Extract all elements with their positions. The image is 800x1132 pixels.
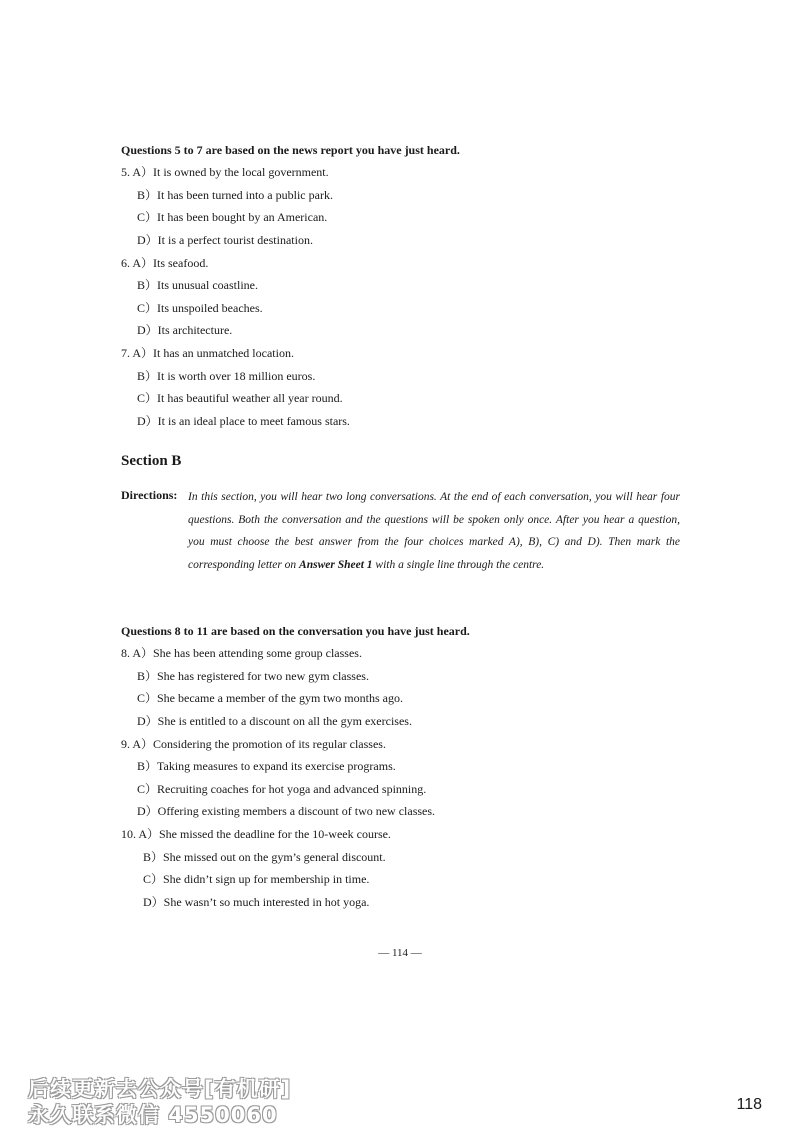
question-7 [121,346,294,360]
option-b: B）She missed out on the gym’s general discount. [143,850,386,864]
watermark-line-2: 永久联系微信 4550060 [28,1103,278,1127]
option-d: D）It is a perfect tourist destination. [137,233,313,247]
question-number: 10. [121,827,136,841]
option-c: C）She didn’t sign up for membership in time. [143,872,370,886]
option-c: C）It has beautiful weather all year round. [137,391,343,405]
question-number: 9. [121,737,130,751]
option-b: B）It is worth over 18 million euros. [137,369,316,383]
question-group-header: Questions 8 to 11 are based on the conversation you have just heard. [121,624,470,638]
option-a: A）Its seafood. [132,256,209,270]
question-8 [121,646,362,660]
option-a: A）She missed the deadline for the 10-week course. [138,827,391,841]
question-number: 7. [121,346,130,360]
option-b: B）Taking measures to expand its exercise programs. [137,759,396,773]
directions-part-2: with a single line through the centre. [372,558,545,571]
watermark [28,1076,291,1128]
question-10 [121,827,391,841]
option-b: B）She has registered for two new gym classes. [137,669,369,683]
directions-label: Directions: [121,488,178,502]
option-a: A）It is owned by the local government. [132,165,329,179]
page-number: — 114 — [378,947,422,959]
question-number: 6. [121,256,130,270]
question-9 [121,737,386,751]
option-d: D）Offering existing members a discount of two new classes. [137,804,436,818]
option-a: A）She has been attending some group classes. [132,646,362,660]
option-d: D）She wasn’t so much interested in hot yoga. [143,895,370,909]
corner-page-number: 118 [736,1096,762,1113]
option-c: C）It has been bought by an American. [137,210,328,224]
question-group-header: Questions 5 to 7 are based on the news report you have just heard. [121,143,460,157]
option-c: C）Its unspoiled beaches. [137,301,263,315]
watermark-line-1: 后续更新去公众号[有机研] [28,1077,292,1101]
option-c: C）Recruiting coaches for hot yoga and advanced spinning. [137,782,427,796]
question-6 [121,256,208,270]
directions-part-1: In this section, you will hear two long conversations. At the end of each conversation, you will hear four questions. Both the conversation and the questions will be spoken only once. After you hear a question, you must choose the best answer from the four choices marked A), B), C) and D). Then mark the corresponding letter on [188,491,680,571]
option-d: D）It is an ideal place to meet famous stars. [137,414,350,428]
option-b: B）Its unusual coastline. [137,278,258,292]
question-5 [121,165,329,179]
option-c: C）She became a member of the gym two months ago. [137,691,403,705]
option-a: A）It has an unmatched location. [132,346,294,360]
option-a: A）Considering the promotion of its regular classes. [132,737,386,751]
section-title: Section B [121,453,182,469]
directions-text [188,486,680,576]
question-number: 5. [121,165,130,179]
option-b: B）It has been turned into a public park. [137,188,333,202]
option-d: D）She is entitled to a discount on all the gym exercises. [137,714,412,728]
option-d: D）Its architecture. [137,323,233,337]
answer-sheet-label: Answer Sheet 1 [299,558,373,571]
question-number: 8. [121,646,130,660]
